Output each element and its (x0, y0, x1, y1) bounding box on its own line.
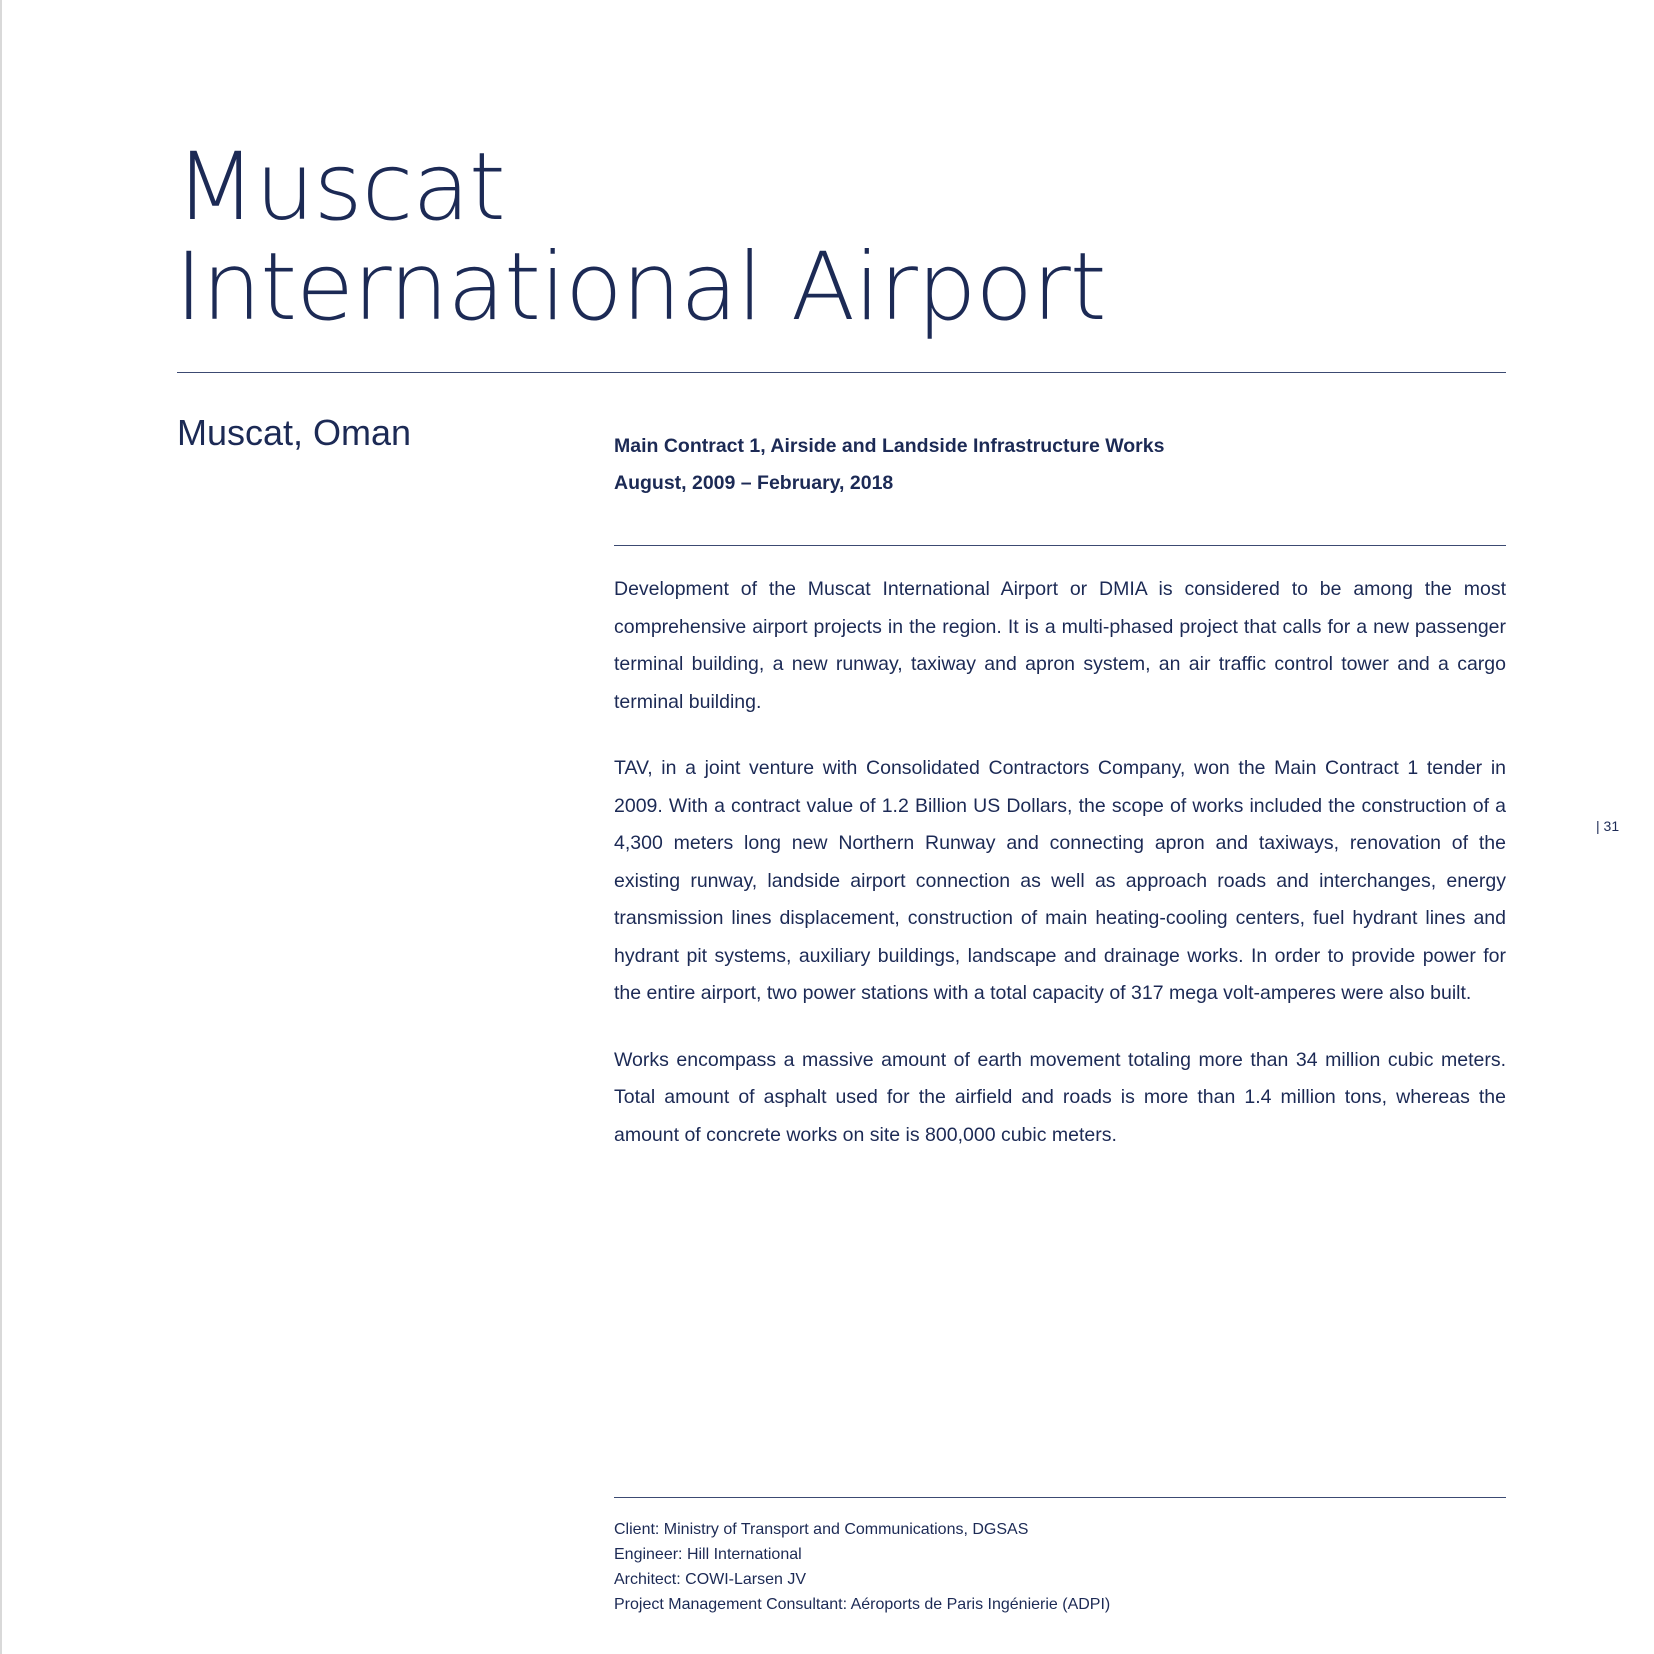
credit-client: Client: Ministry of Transport and Communications, DGSAS (614, 1521, 1029, 1538)
contract-name: Main Contract 1, Airside and Landside Infrastructure Works (614, 435, 1165, 457)
page-title (175, 133, 1106, 342)
project-credits (614, 1517, 1110, 1617)
project-location: Muscat, Oman (177, 412, 412, 453)
contract-info (614, 428, 1164, 502)
credit-engineer: Engineer: Hill International (614, 1546, 802, 1563)
title-line-1: Muscat (175, 133, 505, 242)
credit-architect: Architect: COWI-Larsen JV (614, 1571, 807, 1588)
body-paragraph: TAV, in a joint venture with Consolidated Contractors Company, won the Main Contract 1 tender in 2009. With a contract value of 1.2 Billion US Dollars, the scope of works included the construction of a 4,300 meters long new Northern Runway and connecting apron and taxiways, renovation of the existing runway, landside airport connection as well as approach roads and interchanges, energy transmission lines displacement, construction of main heating-cooling centers, fuel hydrant lines and hydrant pit systems, auxiliary buildings, landscape and drainage works. In order to provide power for the entire airport, two power stations with a total capacity of 317 mega volt-amperes were also built. (614, 757, 1506, 1004)
credit-pm-consultant: Project Management Consultant: Aéroports de Paris Ingénierie (ADPI) (614, 1596, 1111, 1613)
contract-divider (614, 545, 1506, 546)
contract-period: August, 2009 – February, 2018 (614, 472, 894, 494)
body-text (614, 571, 1506, 1183)
body-paragraph: Development of the Muscat International Airport or DMIA is considered to be among the most comprehensive airport projects in the region. It is a multi-phased project that calls for a new passenger terminal building, a new runway, taxiway and apron system, an air traffic control tower and a cargo terminal building. (614, 578, 1506, 713)
page-edge (0, 0, 2, 1654)
credits-divider (614, 1497, 1506, 1498)
body-paragraph: Works encompass a massive amount of earth movement totaling more than 34 million cubic meters. Total amount of asphalt used for the airfield and roads is more than 1.4 million tons, whereas the amount of concrete works on site is 800,000 cubic meters. (614, 1048, 1506, 1146)
title-divider (177, 372, 1506, 373)
title-line-2: International Airport (175, 233, 1106, 342)
page-number: | 31 (1596, 818, 1620, 834)
